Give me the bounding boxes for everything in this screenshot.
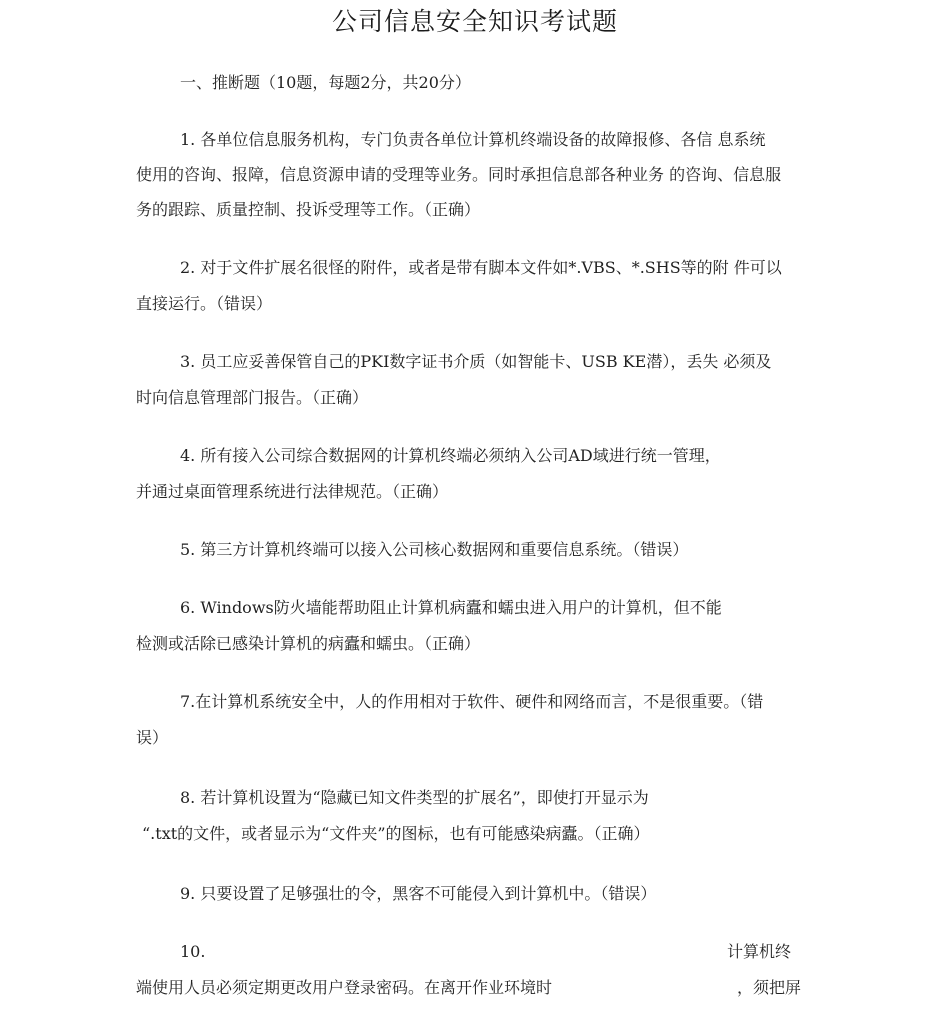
question-2-line-1: 2. 对于文件扩展名很怪的附件，或者是带有脚本文件如*.VBS、*.SHS等的附 件可以 — [180, 258, 782, 277]
question-7-line-1: 7.在计算机系统安全中，人的作用相对于软件、硬件和网络而言，不是很重要。（错 — [180, 692, 764, 711]
page-title: 公司信息安全知识考试题 — [331, 7, 618, 36]
question-10-right-fragment-2: ，须把屏 — [737, 978, 802, 997]
question-5-line-1: 5. 第三方计算机终端可以接入公司核心数据网和重要信息系统。（错误） — [180, 540, 689, 559]
question-2-line-2: 直接运行。（错误） — [136, 294, 273, 313]
question-10-number: 10. — [180, 942, 206, 961]
section-heading: 一、推断题（10题，每题2分，共20分） — [180, 73, 471, 92]
question-10-right-fragment-1: 计算机终 — [727, 942, 792, 961]
question-1-line-2: 使用的咨询、报障，信息资源申请的受理等业务。同时承担信息部各种业务 的咨询、信息服 — [136, 165, 782, 184]
question-4-line-1: 4. 所有接入公司综合数据网的计算机终端必须纳入公司AD域进行统一管理， — [180, 446, 721, 465]
question-8-line-2: “.txt的文件，或者显示为“文件夹”的图标，也有可能感染病蠹。（正确） — [142, 824, 650, 843]
question-3-line-2: 时向信息管理部门报告。（正确） — [136, 388, 369, 407]
question-9-line-1: 9. 只要设置了足够强壮的令，黑客不可能侵入到计算机中。（错误） — [180, 884, 657, 903]
question-4-line-2: 并通过桌面管理系统进行法律规范。（正确） — [136, 482, 449, 501]
question-7-line-2: 误） — [136, 728, 169, 747]
question-1-text-1: 1. 各单位信息服务机构，专门负责各单位计算机终端设备的故障报修、各信 息系统 — [180, 130, 766, 149]
question-10-line-2: 端使用人员必须定期更改用户登录密码。在离开作业环境时 — [136, 978, 553, 997]
question-3-line-1: 3. 员工应妥善保管自己的PKI数字证书介质（如智能卡、USB KE潜），丢失 必须及 — [180, 352, 772, 371]
question-6-line-2: 检测或活除已感染计算机的病蠹和蠕虫。（正确） — [136, 634, 481, 653]
question-1-line-3: 务的跟踪、质量控制、投诉受理等工作。（正确） — [136, 200, 481, 219]
question-1-line-1 — [180, 130, 814, 150]
question-8-line-1: 8. 若计算机设置为“隐藏已知文件类型的扩展名”，即使打开显示为 — [180, 788, 649, 807]
question-6-line-1: 6. Windows防火墙能帮助阻止计算机病蠹和蠕虫进入用户的计算机，但不能 — [180, 598, 722, 617]
